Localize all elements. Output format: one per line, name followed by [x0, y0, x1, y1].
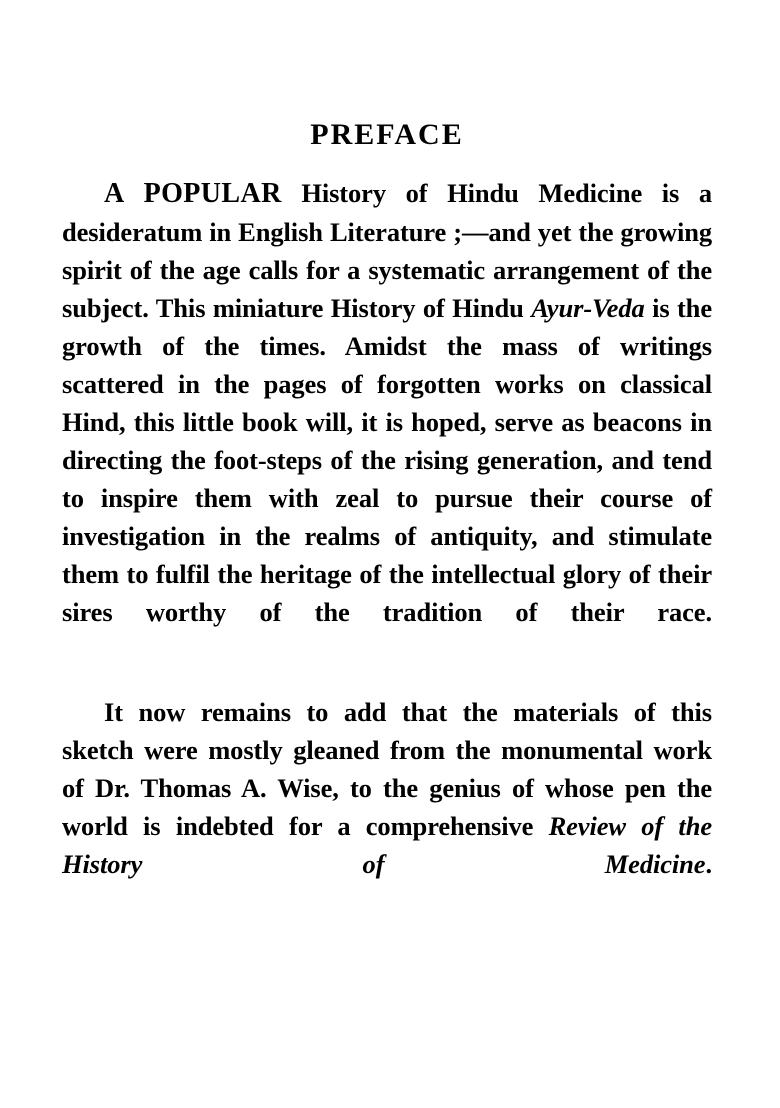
italic-work-title: Review of the History of Medicine	[62, 811, 712, 879]
body-text-run: is the growth of the times. Amidst the mass of writings scattered in the pages of forgotten works on classical Hind, this little book will, it is hoped, serve as beacons in directing the foot-steps of the rising generation, and tend to inspire them with zeal to pursue their course of investigation in the realms of antiquity, and stimulate them to fulfil the heritage of the intellectual glory of their sires worthy of the tradition of their race.	[62, 293, 712, 627]
preface-paragraph-1	[62, 174, 712, 669]
italic-work-title: Ayur-Veda	[531, 293, 645, 323]
body-text-run: History of Hindu Medicine is a desideratum in English Literature ;—and yet the growing spirit of the age calls for a systematic arrangement of the subject. This miniature History of Hindu	[62, 178, 712, 323]
body-text-run: It now remains to add that the materials of this sketch were mostly gleaned from the monumental work of Dr. Thomas A. Wise, to the genius of whose pen the world is indebted for a comprehensive	[62, 697, 712, 841]
page-title: PREFACE	[310, 118, 464, 151]
body-text-run: .	[705, 849, 712, 879]
paragraph-opening-phrase: A POPULAR	[104, 178, 282, 209]
preface-paragraph-2	[62, 693, 712, 921]
text-column	[62, 0, 712, 921]
